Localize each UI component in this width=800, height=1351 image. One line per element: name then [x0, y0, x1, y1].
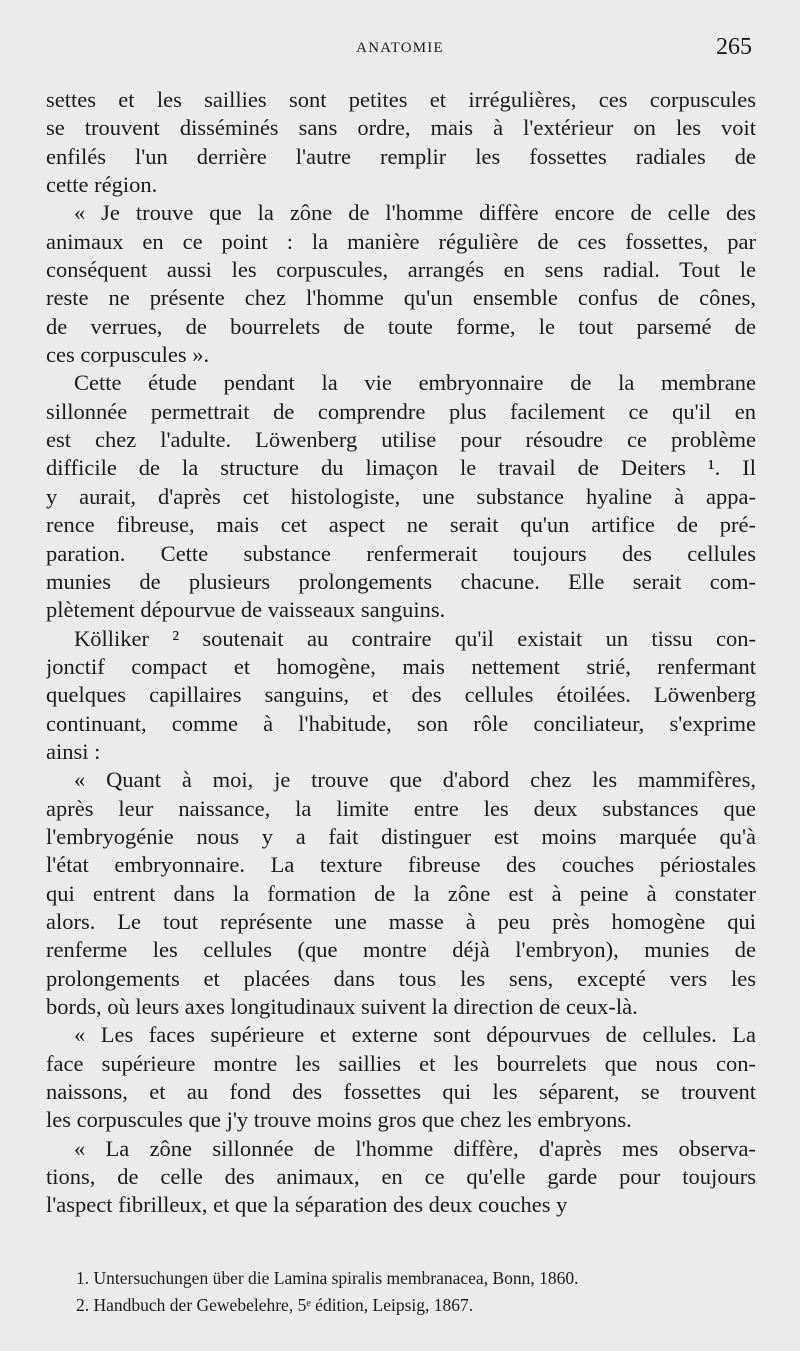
text-line: Kölliker ² soutenait au contraire qu'il existait un tissu con- [74, 625, 756, 651]
text-line: settes et les saillies sont petites et irrégulières, ces corpuscules [46, 87, 756, 112]
text-line: naissons, et au fond des fossettes qui les séparent, se trouvent [46, 1079, 756, 1105]
text-line: après leur naissance, la limite entre les deux substances que [46, 795, 756, 821]
footnote: 1. Untersuchungen über die Lamina spiralis membranacea, Bonn, 1860. [76, 1268, 579, 1288]
text-line: renferme les cellules (que montre déjà l'embryon), munies de [46, 937, 756, 963]
text-line: y aurait, d'après cet histologiste, une substance hyaline à appa- [46, 483, 756, 509]
text-line: « Je trouve que la zône de l'homme diffère encore de celle des [74, 200, 756, 226]
text-line: plètement dépourvue de vaisseaux sanguins. [46, 597, 446, 623]
text-line: conséquent aussi les corpuscules, arrangés en sens radial. Tout le [46, 257, 756, 283]
text-line: jonctif compact et homogène, mais nettement strié, renfermant [46, 653, 756, 679]
text-line: se trouvent disséminés sans ordre, mais à l'extérieur on les voit [46, 115, 756, 141]
text-line: prolongements et placées dans tous les sens, excepté vers les [46, 965, 756, 991]
body-text [46, 86, 756, 1220]
text-line: munies de plusieurs prolongements chacune. Elle serait com- [46, 568, 756, 594]
text-line: est chez l'adulte. Löwenberg utilise pour résoudre ce problème [46, 427, 756, 453]
footnote: 2. Handbuch der Gewebelehre, 5ᵉ édition, Leipsig, 1867. [76, 1295, 474, 1315]
footnotes [76, 1265, 756, 1319]
text-line: enfilés l'un derrière l'autre remplir les fossettes radiales de [46, 143, 756, 169]
text-line: cette région. [46, 172, 158, 198]
text-line: « Quant à moi, je trouve que d'abord chez les mammifères, [74, 767, 756, 793]
text-line: les corpuscules que j'y trouve moins gros que chez les embryons. [46, 1107, 632, 1133]
text-line: rence fibreuse, mais cet aspect ne serait qu'un artifice de pré- [46, 512, 756, 538]
text-line: bords, où leurs axes longitudinaux suivent la direction de ceux-là. [46, 994, 638, 1019]
text-line: ainsi : [46, 738, 101, 764]
text-line: l'embryogénie nous y a fait distinguer est moins marquée qu'à [46, 823, 756, 849]
text-line: ces corpuscules ». [46, 342, 210, 368]
text-line: l'état embryonnaire. La texture fibreuse des couches périostales [46, 852, 756, 878]
page-number: 265 [716, 34, 752, 60]
text-line: « Les faces supérieure et externe sont dépourvues de cellules. La [74, 1022, 756, 1048]
text-line: alors. Le tout représente une masse à peu près homogène qui [46, 908, 756, 934]
text-line: tions, de celle des animaux, en ce qu'elle garde pour toujours [46, 1164, 756, 1190]
text-line: qui entrent dans la formation de la zône est à peine à constater [46, 880, 756, 906]
text-line: « La zône sillonnée de l'homme diffère, d'après mes observa- [74, 1135, 756, 1161]
text-line: face supérieure montre les saillies et les bourrelets que nous con- [46, 1050, 756, 1076]
text-line: difficile de la structure du limaçon le travail de Deiters ¹. Il [46, 455, 756, 481]
text-line: de verrues, de bourrelets de toute forme, le tout parsemé de [46, 313, 756, 339]
text-line: animaux en ce point : la manière régulière de ces fossettes, par [46, 228, 756, 254]
text-line: sillonnée permettrait de comprendre plus facilement ce qu'il en [46, 398, 756, 424]
text-line: l'aspect fibrilleux, et que la séparation des deux couches y [46, 1192, 568, 1218]
text-line: reste ne présente chez l'homme qu'un ensemble confus de cônes, [46, 285, 756, 311]
page-header [0, 34, 800, 64]
text-line: continuant, comme à l'habitude, son rôle conciliateur, s'exprime [46, 710, 756, 736]
text-line: Cette étude pendant la vie embryonnaire de la membrane [74, 370, 756, 396]
text-line: quelques capillaires sanguins, et des cellules étoilées. Löwenberg [46, 682, 756, 708]
text-line: paration. Cette substance renfermerait toujours des cellules [46, 540, 756, 566]
running-title: ANATOMIE [356, 40, 444, 56]
